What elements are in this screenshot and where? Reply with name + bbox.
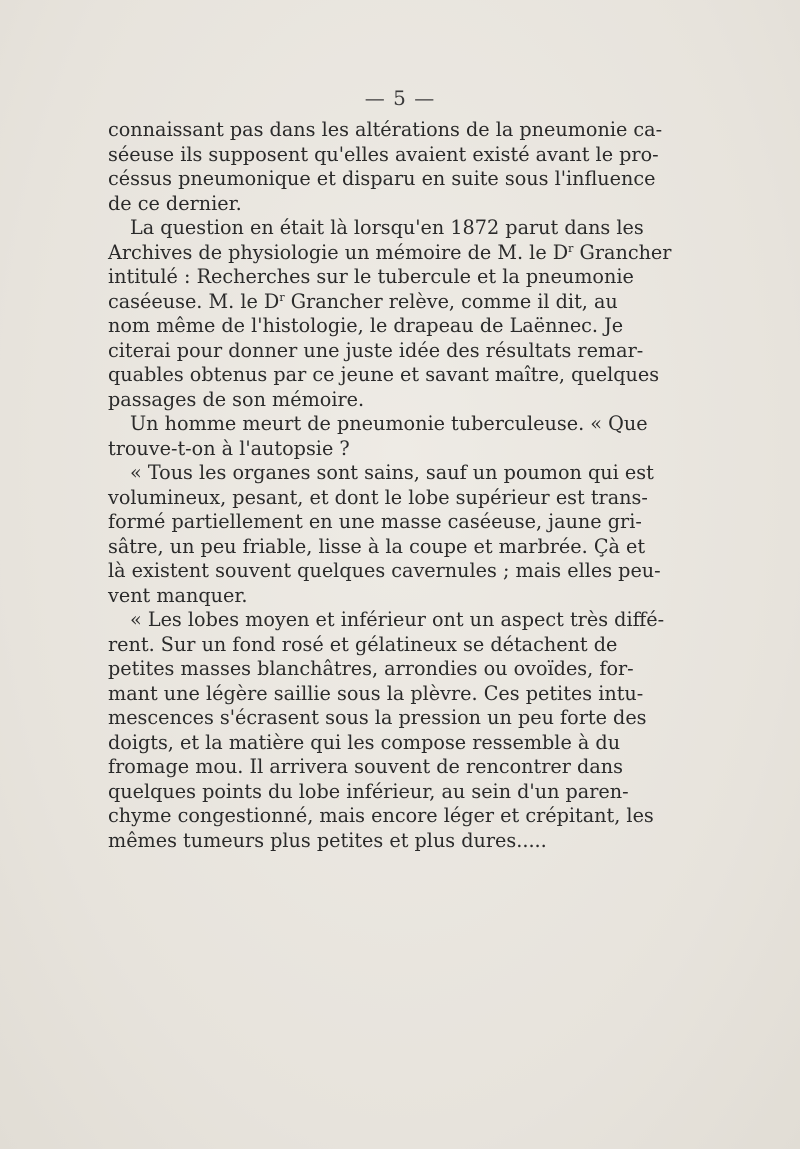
page-number: — 5 — (364, 86, 436, 110)
text-line: trouve-t-on à l'autopsie ? (108, 436, 350, 460)
text-line: Un homme meurt de pneumonie tuberculeuse. « Que (130, 412, 648, 435)
text-line-with-superscript (108, 240, 672, 266)
text-line: « Les lobes moyen et inférieur ont un aspect très diffé- (130, 608, 665, 631)
text-line: fromage mou. Il arrivera souvent de rencontrer dans (108, 755, 623, 778)
text-line: « Tous les organes sont sains, sauf un poumon qui est (130, 461, 654, 484)
text-line: doigts, et la matière qui les compose ressemble à du (108, 730, 621, 754)
text-line: connaissant pas dans les altérations de la pneumonie ca- (108, 118, 663, 141)
text-line: céssus pneumonique et disparu en suite sous l'influence (108, 167, 656, 190)
text-line: quelques points du lobe inférieur, au sein d'un paren- (108, 779, 629, 803)
text-line: là existent souvent quelques cavernules ; mais elles peu- (108, 559, 661, 582)
text-line: petites masses blanchâtres, arrondies ou ovoïdes, for- (108, 657, 634, 680)
text-line: vent manquer. (108, 583, 248, 607)
text-line: formé partiellement en une masse caséeuse, jaune gri- (108, 510, 642, 533)
text-line: mant une légère saillie sous la plèvre. Ces petites intu- (108, 681, 644, 705)
text-line: chyme congestionné, mais encore léger et crépitant, les (108, 804, 654, 827)
text-line-part: Grancher (573, 240, 672, 264)
text-line: de ce dernier. (108, 191, 242, 215)
text-line: mescences s'écrasent sous la pression un peu forte des (108, 706, 647, 729)
superscript: r (279, 290, 285, 304)
superscript: r (568, 241, 574, 255)
text-line-with-superscript (108, 289, 618, 315)
text-line: sâtre, un peu friable, lisse à la coupe et marbrée. Çà et (108, 534, 646, 558)
text-line: quables obtenus par ce jeune et savant maître, quelques (108, 363, 660, 386)
text-line: citerai pour donner une juste idée des résultats remar- (108, 338, 644, 362)
text-line: séeuse ils supposent qu'elles avaient existé avant le pro- (108, 142, 659, 166)
text-line: La question en était là lorsqu'en 1872 parut dans les (130, 216, 644, 239)
text-line: passages de son mémoire. (108, 387, 365, 411)
text-line: rent. Sur un fond rosé et gélatineux se détachent de (108, 632, 618, 656)
text-line: volumineux, pesant, et dont le lobe supérieur est trans- (108, 485, 648, 509)
text-line-part: Grancher relève, comme il dit, au (284, 289, 618, 313)
text-line: nom même de l'histologie, le drapeau de Laënnec. Je (108, 314, 624, 337)
body-text (108, 118, 672, 853)
text-line-part: Archives de physiologie un mémoire de M. le D (108, 240, 569, 264)
text-line-part: caséeuse. M. le D (108, 289, 280, 313)
text-line: mêmes tumeurs plus petites et plus dures..... (108, 828, 547, 852)
text-line: intitulé : Recherches sur le tubercule et la pneumonie (108, 265, 634, 288)
